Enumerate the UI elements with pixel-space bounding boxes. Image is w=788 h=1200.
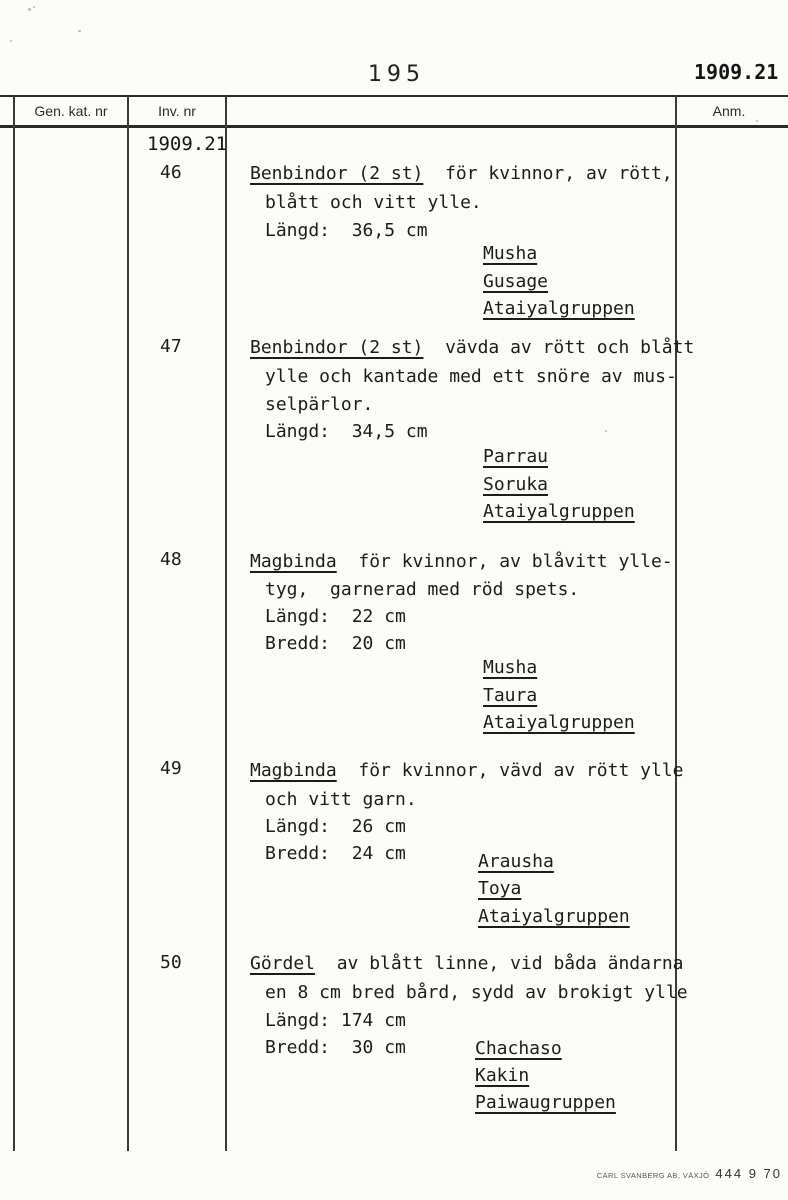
entry-47-number: 47 [160,336,182,357]
entry-47-line: selpärlor. [265,394,374,415]
entry-47-place: Ataiyalgruppen [483,501,635,522]
entry-48-number: 48 [160,549,182,570]
entry-50-line: en 8 cm bred bård, sydd av brokigt ylle [265,982,688,1003]
column-header-anm: Anm. [712,103,746,119]
column-divider-genkat [127,95,129,1151]
entry-46-heading [250,163,673,185]
table-top-border [0,95,788,97]
entry-50-place: Paiwaugruppen [475,1092,616,1113]
scan-speck [28,8,31,11]
scan-speck [10,40,12,42]
table-header-border [0,125,788,128]
entry-50-number: 50 [160,952,182,973]
scan-speck [33,6,35,8]
entry-48-title: Magbinda [250,551,337,572]
entry-49-place: Ataiyalgruppen [478,906,630,927]
inventory-year: 1909.21 [147,133,228,155]
entry-48-line: tyg, garnerad med röd spets. [265,579,580,600]
table-left-border [13,95,15,1151]
entry-48-place: Ataiyalgruppen [483,712,635,733]
entry-46-place: Ataiyalgruppen [483,298,635,319]
entry-50-dimension: Längd: 174 cm [265,1010,406,1031]
entry-47-place: Soruka [483,474,549,495]
entry-49-place: Toya [478,878,522,899]
entry-48-place: Musha [483,657,538,678]
entry-46-number: 46 [160,162,182,183]
entry-49-dimension: Bredd: 24 cm [265,843,406,864]
entry-50-title: Gördel [250,953,316,974]
entry-50-dimension: Bredd: 30 cm [265,1037,406,1058]
entry-50-heading [250,953,684,975]
entry-48-heading [250,551,673,573]
catalog-number: 1909.21 [694,60,779,84]
entry-47-title-rest: vävda av rött och blått [423,337,695,358]
entry-49-place: Arausha [478,851,554,872]
scan-speck [605,430,607,432]
entry-46-line: blått och vitt ylle. [265,192,482,213]
entry-49-dimension: Längd: 26 cm [265,816,406,837]
entry-50-title-rest: av blått linne, vid båda ändarna [315,953,684,974]
entry-50-place: Chachaso [475,1038,562,1059]
entry-47-line: ylle och kantade med ett snöre av mus- [265,366,677,387]
column-header-inv-nr: Inv. nr [158,103,196,119]
page-number: 195 [368,62,425,87]
entry-48-dimension: Längd: 22 cm [265,606,406,627]
column-divider-inv [225,95,227,1151]
entry-46-place: Musha [483,243,538,264]
entry-47-place: Parrau [483,446,549,467]
entry-49-title: Magbinda [250,760,337,781]
entry-47-dimension: Längd: 34,5 cm [265,421,428,442]
entry-46-dimension: Längd: 36,5 cm [265,220,428,241]
entry-46-place: Gusage [483,271,549,292]
entry-46-title: Benbindor (2 st) [250,163,424,184]
entry-49-number: 49 [160,758,182,779]
entry-48-title-rest: för kvinnor, av blåvitt ylle- [336,551,673,572]
printer-footer [597,1166,782,1181]
entry-47-heading [250,337,694,359]
entry-49-line: och vitt garn. [265,789,417,810]
entry-48-dimension: Bredd: 20 cm [265,633,406,654]
entry-46-title-rest: för kvinnor, av rött, [423,163,673,184]
scan-speck [78,30,81,32]
column-header-gen-kat-nr: Gen. kat. nr [34,103,108,119]
printer-code: 444 9 70 [715,1166,782,1181]
entry-49-heading [250,760,683,782]
entry-48-place: Taura [483,685,538,706]
entry-50-place: Kakin [475,1065,530,1086]
printer-name: CARL SVANBERG AB, VÄXJÖ [596,1171,710,1180]
entry-49-title-rest: för kvinnor, vävd av rött ylle [336,760,684,781]
scan-speck [756,120,758,122]
entry-47-title: Benbindor (2 st) [250,337,424,358]
